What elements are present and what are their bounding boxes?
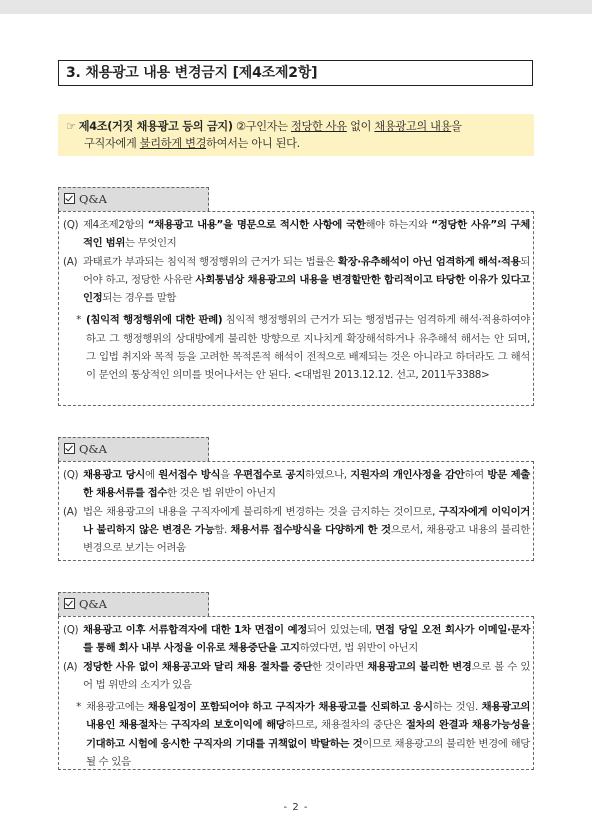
underlined-term: 불리하게 변경 [139,137,207,150]
top-bar [0,0,592,14]
note: * (침익적 행정행위에 대한 판례) 침익적 행정행위의 근거가 되는 행정법규는 엄격하게 해석·적용하여야 하고 그 행정행위의 상대방에게 불리한 방향으로 지나치게 확장해석하거나 유추해석 해서는 안 되며, 그 입법 취지와 목적 등을 고려한 목적론적 해석이 전적으로 배제되는 것은 아니라고 하더라도 그 해석이 문언의 통상적인 의미를 벗어나서는 안 된다. <대법원 2013.12.12. 선고, 2011두3388> [76,314,530,382]
question: (Q) 제4조제2항의 “채용광고 내용”을 명문으로 적시한 사항에 국한해야 하는지와 “정당한 사유”의 구체적인 범위는 무엇인지 [63,219,530,250]
page-number: - 2 - [283,802,309,813]
note: * 채용광고에는 채용일정이 포함되어야 하고 구직자가 채용광고를 신뢰하고 응시하는 것임. 채용광고의 내용인 채용절차는 구직자의 보호이익에 해당하므로, 채용절차의 중단은 절차의 완결과 채용가능성을 기대하고 시험에 응시한 구직자의 기대를 귀책없이 박탈하는 것이므로 채용광고의 불리한 변경에 해당될 수 있음 [76,701,531,769]
law-article-box: ☞ 제4조(거짓 채용광고 등의 금지) ②구인자는 정당한 사유 없이 채용광고의 내용을 구직자에게 불리하게 변경하여서는 아니 된다. [58,114,534,156]
qa-box-1 [58,211,534,406]
underlined-term: 채용광고의 내용 [374,120,452,133]
qa-box-3 [58,616,534,770]
underlined-term: 정당한 사유 [291,120,347,133]
checkbox-icon [64,443,75,454]
section-title: 3. 채용광고 내용 변경금지 [제4조제2항] [58,60,533,86]
checkbox-icon [64,193,75,204]
checkbox-icon [64,598,75,609]
answer: (A) 과태료가 부과되는 침익적 행정행위의 근거가 되는 법률은 확장·유추해석이 아닌 엄격하게 해석·적용되어야 하고, 정당한 사유란 사회통념상 채용광고의 내용을 변경할만한 합리적이고 타당한 이유가 있다고 인정되는 경우를 말함 [63,255,530,305]
clause-number: ② [235,120,246,133]
pointing-hand-icon: ☞ [66,120,76,133]
answer: (A) 정당한 사유 없이 채용공고와 달리 채용 절차를 중단한 것이라면 채용광고의 불리한 변경으로 볼 수 있어 법 위반의 소지가 있음 [63,660,531,691]
qa-label: Q&A [58,592,209,616]
answer: (A) 법은 채용광고의 내용을 구직자에게 불리하게 변경하는 것을 금지하는 것이므로, 구직자에게 이익이거나 불리하지 않은 변경은 가능함. 채용서류 접수방식을 다양하게 한 것으로서, 채용광고 내용의 불리한 변경으로 보기는 어려움 [63,505,530,555]
law-article-title: 제4조(거짓 채용광고 등의 금지) [78,120,233,133]
question: (Q) 채용광고 이후 서류합격자에 대한 1차 면접이 예정되어 있었는데, 면접 당일 오전 회사가 이메일·문자를 통해 회사 내부 사정을 이유로 채용중단을 고지하였다면, 법 위반이 아닌지 [63,624,531,655]
qa-label: Q&A [58,437,209,461]
qa-box-2 [58,461,534,561]
question: (Q) 채용광고 당시에 원서접수 방식을 우편접수로 공지하였으나, 지원자의 개인사정을 감안하여 방문 제출한 채용서류를 접수한 것은 법 위반이 아닌지 [63,469,530,500]
qa-label: Q&A [58,187,209,211]
